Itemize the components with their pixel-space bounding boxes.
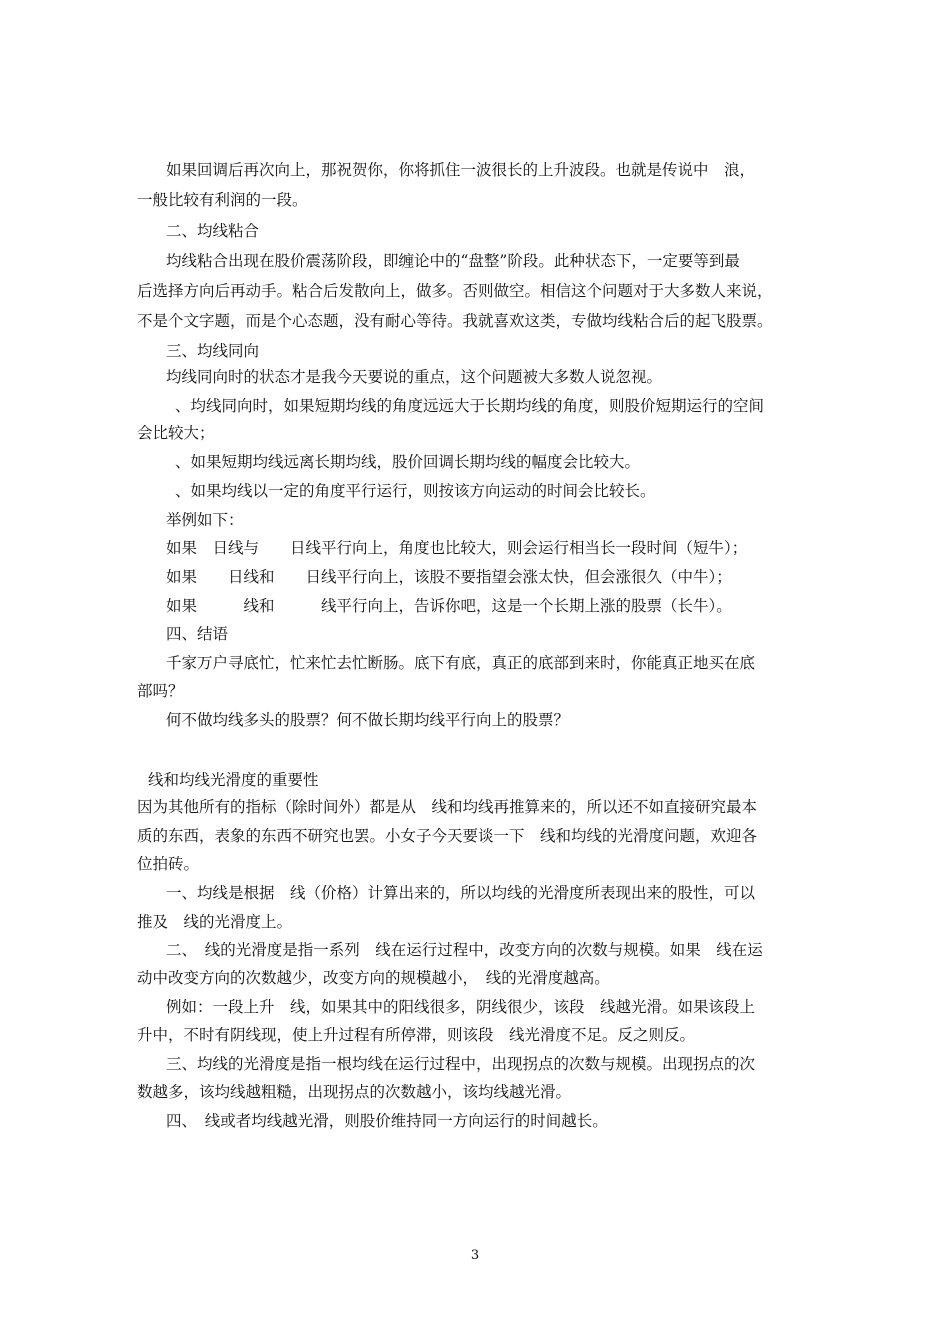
text-line: 如果 线和 线平行向上，告诉你吧，这是一个长期上涨的股票（长牛）。	[166, 597, 732, 615]
text-line: 何不做均线多头的股票？何不做长期均线平行向上的股票？	[166, 711, 570, 729]
section-heading: 二、均线粘合	[166, 222, 260, 240]
text-line: 均线粘合出现在股价震荡阶段，即缠论中的“盘整”阶段。此种状态下，一定要等到最	[166, 252, 740, 270]
text-line: 如果 日线和 日线平行向上，该股不要指望会涨太快，但会涨很久（中牛）；	[166, 568, 732, 586]
text-line: 均线同向时的状态才是我今天要说的重点，这个问题被大多数人说忽视。	[166, 368, 663, 386]
text-line: 、如果均线以一定的角度平行运行，则按该方向运动的时间会比较长。	[175, 482, 656, 500]
text-line: 一、均线是根据 线（价格）计算出来的，所以均线的光滑度所表现出来的股性，可以	[166, 884, 756, 902]
text-line: 三、均线的光滑度是指一根均线在运行过程中，出现拐点的次数与规模。出现拐点的次	[166, 1055, 756, 1073]
text-line: 推及 线的光滑度上。	[137, 913, 293, 931]
text-line: 如果回调后再次向上，那祝贺你，你将抓住一波很长的上升波段。也就是传说中 浪，	[166, 161, 756, 179]
text-line: 千家万户寻底忙，忙来忙去忙断肠。底下有底，真正的底部到来时，你能真正地买在底	[166, 654, 756, 672]
page-number: 3	[470, 1248, 480, 1263]
text-line: 部吗？	[137, 682, 184, 700]
text-line: 、均线同向时，如果短期均线的角度远远大于长期均线的角度，则股价短期运行的空间	[175, 397, 765, 415]
text-line: 动中改变方向的次数越少，改变方向的规模越小， 线的光滑度越高。	[137, 969, 610, 987]
section-heading: 四、结语	[166, 625, 229, 643]
text-line: 、如果短期均线远离长期均线，股价回调长期均线的幅度会比较大。	[175, 453, 641, 471]
text-line: 不是个文字题，而是个心态题，没有耐心等待。我就喜欢这类，专做均线粘合后的起飞股票。	[137, 312, 773, 330]
text-line: 后选择方向后再动手。粘合后发散向上，做多。否则做空。相信这个问题对于大多数人来说，	[137, 282, 773, 300]
text-line: 数越多，该均线越粗糙，出现拐点的次数越小，该均线越光滑。	[137, 1083, 572, 1101]
text-line: 四、 线或者均线越光滑，则股价维持同一方向运行的时间越长。	[166, 1112, 608, 1130]
article-title: 线和均线光滑度的重要性	[148, 771, 319, 789]
text-line: 如果 日线与 日线平行向上，角度也比较大，则会运行相当长一段时间（短牛）；	[166, 539, 748, 557]
text-line: 二、 线的光滑度是指一系列 线在运行过程中，改变方向的次数与规模。如果 线在运	[166, 941, 763, 959]
text-line: 会比较大；	[137, 424, 215, 442]
text-line: 例如：一段上升 线，如果其中的阳线很多，阴线很少，该段 线越光滑。如果该段上	[166, 998, 756, 1016]
text-line: 升中，不时有阴线现，使上升过程有所停滞，则该段 线光滑度不足。反之则反。	[137, 1026, 696, 1044]
text-line: 一般比较有利润的一段。	[137, 191, 308, 209]
text-line: 举例如下：	[166, 511, 244, 529]
text-line: 位拍砖。	[137, 855, 200, 873]
section-heading: 三、均线同向	[166, 342, 260, 360]
text-line: 质的东西，表象的东西不研究也罢。小女子今天要谈一下 线和均线的光滑度问题，欢迎各	[137, 827, 758, 845]
text-line: 因为其他所有的指标（除时间外）都是从 线和均线再推算来的，所以还不如直接研究最本	[137, 798, 758, 816]
